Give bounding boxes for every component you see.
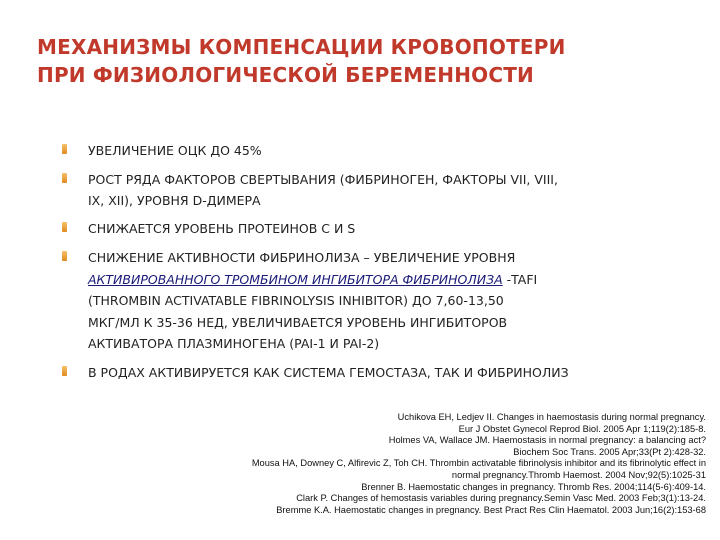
bullet-marker-icon (62, 366, 67, 376)
bullet-item (62, 362, 682, 384)
bullet-text: РОСТ РЯДА ФАКТОРОВ СВЕРТЫВАНИЯ (ФИБРИНОГЕН, ФАКТОРЫ VII, VIII, (88, 171, 558, 187)
reference-line: Uchikova EH, Ledjev II. Changes in haemostasis during normal pregnancy. (397, 412, 706, 422)
reference-line: normal pregnancy.Thromb Haemost. 2004 Nov;92(5):1025-31 (451, 469, 706, 480)
bullet-text: IX, XII), УРОВНЯ D-ДИМЕРА (88, 193, 261, 208)
bullet-text-with-link (88, 269, 682, 291)
bullet-marker-icon (62, 251, 67, 261)
bullet-text: УВЕЛИЧЕНИЕ ОЦК ДО 45% (88, 143, 262, 158)
bullet-item (62, 140, 682, 162)
reference-line: Brenner B. Haemostatic changes in pregnancy. Thromb Res. 2004;114(5-6):409-14. (361, 481, 706, 492)
reference-line: Holmes VA, Wallace JM. Haemostasis in normal pregnancy: a balancing act? (388, 435, 706, 446)
reference-line: Eur J Obstet Gynecol Reprod Biol. 2005 Apr 1;119(2):185-8. (458, 423, 706, 434)
tafi-suffix: -TAFI (502, 271, 538, 287)
bullet-item (62, 218, 682, 240)
bullet-item (62, 169, 682, 212)
reference-line: Clark P. Changes of hemostasis variables during pregnancy.Semin Vasc Med. 2003 Feb;3(1):13-24. (296, 493, 706, 504)
title-line-2: ПРИ ФИЗИОЛОГИЧЕСКОЙ БЕРЕМЕННОСТИ (37, 63, 534, 87)
reference-line: Biochem Soc Trans. 2005 Apr;33(Pt 2):428-32. (513, 446, 706, 457)
bullet-text: (THROMBIN ACTIVATABLE FIBRINOLYSIS INHIBITOR) ДО 7,60-13,50 (88, 293, 504, 308)
bullet-marker-icon (62, 222, 67, 232)
bullet-text: В РОДАХ АКТИВИРУЕТСЯ КАК СИСТЕМА ГЕМОСТАЗА, ТАК И ФИБРИНОЛИЗ (88, 364, 569, 380)
reference-line: Mousa HA, Downey C, Alfirevic Z, Toh CH. Thrombin activatable fibrinolysis inhibitor and its fibrinolytic effect in (251, 458, 706, 469)
bullet-list (62, 140, 682, 383)
reference-line: Bremme K.A. Haemostatic changes in pregnancy. Best Pract Res Clin Haematol. 2003 Jun;16(2):153-68 (276, 504, 706, 515)
title-line-1: МЕХАНИЗМЫ КОМПЕНСАЦИИ КРОВОПОТЕРИ (37, 35, 566, 59)
tafi-link[interactable]: АКТИВИРОВАННОГО ТРОМБИНОМ ИНГИБИТОРА ФИБРИНОЛИЗА (88, 271, 503, 287)
bullet-text: СНИЖЕНИЕ АКТИВНОСТИ ФИБРИНОЛИЗА – УВЕЛИЧЕНИЕ УРОВНЯ (88, 250, 516, 265)
bullet-text: МКГ/МЛ К 35-36 НЕД, УВЕЛИЧИВАЕТСЯ УРОВЕНЬ ИНГИБИТОРОВ (88, 314, 508, 330)
bullet-text: АКТИВАТОРА ПЛАЗМИНОГЕНА (PAI-1 И PAI-2) (88, 336, 380, 351)
bullet-marker-icon (62, 144, 67, 154)
references-block (106, 412, 706, 516)
slide-title (37, 33, 697, 89)
bullet-marker-icon (62, 173, 67, 183)
bullet-item (62, 247, 682, 355)
bullet-text: СНИЖАЕТСЯ УРОВЕНЬ ПРОТЕИНОВ С И S (88, 220, 356, 236)
